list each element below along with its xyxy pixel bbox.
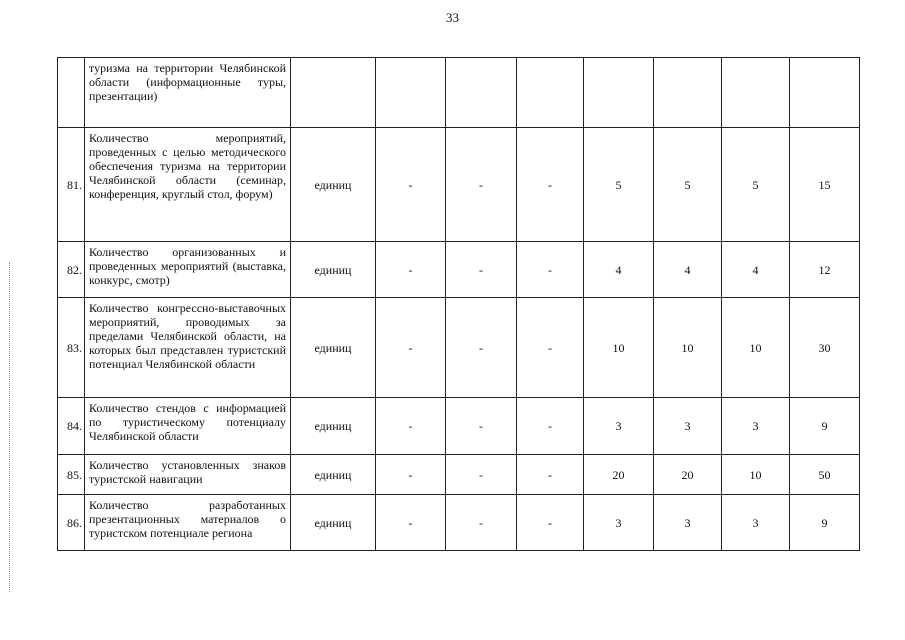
value-cell: 15 (790, 128, 860, 242)
value-cell (517, 58, 584, 128)
unit-cell: единиц (291, 398, 376, 455)
value-cell: - (376, 298, 446, 398)
value-cell: 4 (584, 242, 654, 298)
value-cell: 3 (722, 495, 790, 551)
value-cell: 10 (584, 298, 654, 398)
value-cell (790, 58, 860, 128)
value-cell: - (376, 128, 446, 242)
value-cell: 10 (722, 455, 790, 495)
indicator-name: Количество установленных знаков туристской навигации (85, 455, 291, 495)
value-cell: 10 (722, 298, 790, 398)
row-number: 84. (58, 398, 85, 455)
value-cell: 4 (654, 242, 722, 298)
value-cell: - (446, 242, 517, 298)
table-row (58, 298, 860, 398)
table-row (58, 242, 860, 298)
indicator-name: туризма на территории Челябинской области (информационные туры, презентации) (85, 58, 291, 128)
value-cell: - (376, 398, 446, 455)
value-cell: - (517, 495, 584, 551)
value-cell: - (446, 495, 517, 551)
value-cell: 5 (584, 128, 654, 242)
value-cell: 3 (584, 398, 654, 455)
table-row (58, 495, 860, 551)
value-cell: 3 (654, 495, 722, 551)
value-cell: - (517, 298, 584, 398)
value-cell: 3 (654, 398, 722, 455)
value-cell: 3 (584, 495, 654, 551)
unit-cell: единиц (291, 298, 376, 398)
table-row (58, 58, 860, 128)
value-cell (446, 58, 517, 128)
value-cell: 20 (584, 455, 654, 495)
unit-cell: единиц (291, 455, 376, 495)
indicator-name: Количество мероприятий, проведенных с целью методического обеспечения туризма на территории Челябинской области (семинар, конференция, круглый стол, форум) (85, 128, 291, 242)
table-row (58, 455, 860, 495)
indicator-name: Количество стендов с информацией по туристическому потенциалу Челябинской области (85, 398, 291, 455)
value-cell: - (376, 495, 446, 551)
row-number: 86. (58, 495, 85, 551)
indicators-table (57, 57, 860, 551)
unit-cell: единиц (291, 495, 376, 551)
value-cell: 3 (722, 398, 790, 455)
row-number: 83. (58, 298, 85, 398)
value-cell: - (517, 398, 584, 455)
indicator-name: Количество конгрессно-выставочных мероприятий, проводимых за пределами Челябинской области, на которых был представлен туристский потенциал Челябинской области (85, 298, 291, 398)
value-cell (722, 58, 790, 128)
value-cell: - (446, 455, 517, 495)
value-cell (376, 58, 446, 128)
row-number: 81. (58, 128, 85, 242)
unit-cell (291, 58, 376, 128)
value-cell: - (446, 398, 517, 455)
value-cell: - (517, 455, 584, 495)
value-cell: - (376, 242, 446, 298)
value-cell: 4 (722, 242, 790, 298)
value-cell: 9 (790, 495, 860, 551)
value-cell: - (517, 128, 584, 242)
value-cell: - (446, 298, 517, 398)
scan-margin-mark (9, 262, 11, 592)
page-number: 33 (446, 10, 459, 25)
table-row (58, 128, 860, 242)
row-number: 85. (58, 455, 85, 495)
value-cell (654, 58, 722, 128)
value-cell: 50 (790, 455, 860, 495)
unit-cell: единиц (291, 242, 376, 298)
indicator-name: Количество разработанных презентационных материалов о туристском потенциале региона (85, 495, 291, 551)
unit-cell: единиц (291, 128, 376, 242)
row-number: 82. (58, 242, 85, 298)
row-number (58, 58, 85, 128)
value-cell: - (446, 128, 517, 242)
value-cell: 12 (790, 242, 860, 298)
value-cell: 5 (722, 128, 790, 242)
value-cell (584, 58, 654, 128)
indicator-name: Количество организованных и проведенных мероприятий (выставка, конкурс, смотр) (85, 242, 291, 298)
value-cell: 30 (790, 298, 860, 398)
value-cell: 10 (654, 298, 722, 398)
value-cell: 5 (654, 128, 722, 242)
value-cell: 9 (790, 398, 860, 455)
value-cell: 20 (654, 455, 722, 495)
value-cell: - (517, 242, 584, 298)
value-cell: - (376, 455, 446, 495)
table-row (58, 398, 860, 455)
